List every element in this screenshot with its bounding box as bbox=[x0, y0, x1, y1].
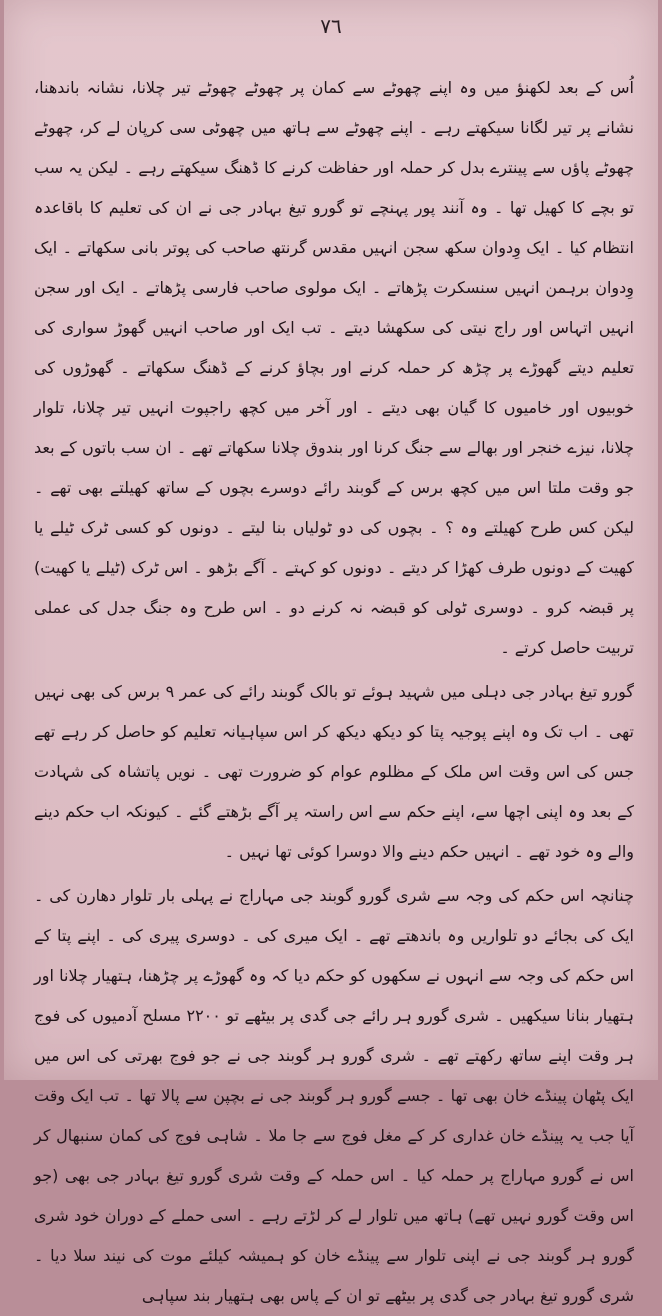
paragraph-3: چنانچہ اس حکم کی وجہ سے شری گورو گوبند جی مہاراج نے پہلی بار تلوار دھارن کی ۔ ایک کی بجائے دو تلواریں وہ باندھتے تھے ۔ ایک میری کی ۔ دوسری پیری کی ۔ اپنے پتا کے اس حکم کی وجہ سے انہوں نے سکھوں کو حکم دیا کہ وہ گھوڑے پر چڑھنا، ہتھیار چلانا اور ہتھیار بنانا سیکھیں ۔ شری گورو ہر رائے جی گدی پر بیٹھے تو ۲۲۰۰ مسلح آدمیوں کی فوج ہر وقت اپنے ساتھ رکھتے تھے ۔ شری گورو ہر گوبند جی نے جو فوج بھرتی کی اس میں ایک پٹھان پینڈے خان بھی تھا ۔ جسے گورو ہر گوبند جی نے بچپن سے پالا تھا ۔ تب ایک وقت آیا جب یہ پینڈے خان غداری کر کے مغل فوج سے جا ملا ۔ شاہی فوج کی کمان سنبھال کر اس نے گورو مہاراج پر حملہ کیا ۔ اس حملہ کے وقت شری گورو تیغ بہادر جی بھی (جو اس وقت گورو نہیں تھے) ہاتھ میں تلوار لے کر لڑتے رہے ۔ اسی حملے کے دوران خود شری گورو ہر گوبند جی نے اپنی تلوار سے پینڈے خان کو ہمیشہ کیلئے موت کی نیند سلا دیا ۔ شری گورو تیغ بہادر جی گدی پر بیٹھے تو ان کے پاس بھی ہتھیار بند سپاہی bbox=[34, 886, 634, 1305]
paragraph-1: اُس کے بعد لکھنؤ میں وہ اپنے چھوٹے سے کمان پر چھوٹے چھوٹے تیر چلانا، نشانہ باندھنا، نشانے پر تیر لگانا سیکھتے رہے ۔ اپنے چھوٹے سے ہاتھ میں چھوٹی سی کرپان لے کر، چھوٹے چھوٹے پاؤں سے پینترے بدل کر حملہ اور حفاظت کرنے کا ڈھنگ سیکھتے رہے ۔ لیکن یہ سب تو بچے کا کھیل تھا ۔ وہ آنند پور پہنچے تو گورو تیغ بہادر جی نے ان کی تعلیم کا باقاعدہ انتظام کیا ۔ ایک وِدوان سکھ سجن انہیں مقدس گرنتھ صاحب کی پوتر بانی سکھاتے ۔ ایک وِدوان برہمن انہیں سنسکرت پڑھاتے ۔ ایک مولوی صاحب فارسی پڑھاتے ۔ ایک اور سجن انہیں اتہاس اور راج نیتی کی سکھشا دیتے ۔ تب ایک اور صاحب انہیں گھوڑ سواری کی تعلیم دیتے گھوڑے پر چڑھ کر حملہ کرنے اور بچاؤ کرنے کے ڈھنگ سکھاتے ۔ گھوڑوں کی خوبیوں اور خامیوں کا گیان بھی دیتے ۔ اور آخر میں کچھ راجپوت انہیں تیر چلانا، تلوار چلانا، نیزے خنجر اور بھالے سے جنگ کرنا اور بندوق چلانا سکھاتے تھے ۔ ان سب باتوں کے بعد جو وقت ملتا اس میں کچھ برس کے گوبند رائے دوسرے بچوں کے ساتھ کھیلتے بھی تھے ۔ لیکن کس طرح کھیلتے وہ ؟ ۔ بچوں کی دو ٹولیاں بنا لیتے ۔ دونوں کو کسی ٹرک ٹیلے یا کھیت کے دونوں طرف کھڑا کر دیتے ۔ دونوں کو کہتے ۔ آگے بڑھو ۔ اس ٹرک (ٹیلے یا کھیت) پر قبضہ کرو ۔ دوسری ٹولی کو قبضہ نہ کرنے دو ۔ اس طرح وہ جنگ جدل کی عملی تربیت حاصل کرتے ۔ bbox=[34, 78, 634, 657]
book-page bbox=[4, 0, 658, 1305]
page-body bbox=[34, 68, 634, 1316]
page-number: ٧٦ bbox=[320, 14, 342, 38]
paragraph-2: گورو تیغ بہادر جی دہلی میں شہید ہوئے تو بالک گوبند رائے کی عمر ۹ برس کی بھی نہیں تھی ۔ اب تک وہ اپنے پوجیہ پتا کو دیکھ دیکھ کر اس سپاہیانہ تعلیم کو حاصل کر رہے تھے جس کی اس وقت اس ملک کے مظلوم عوام کو ضرورت تھی ۔ نویں پاتشاہ کی شہادت کے بعد وہ اپنی اچھا سے، اپنے حکم سے اس راستہ پر آگے بڑھتے گئے ۔ کیونکہ اب حکم دینے والے وہ خود تھے ۔ انہیں حکم دینے والا دوسرا کوئی تھا نہیں ۔ bbox=[34, 682, 634, 861]
